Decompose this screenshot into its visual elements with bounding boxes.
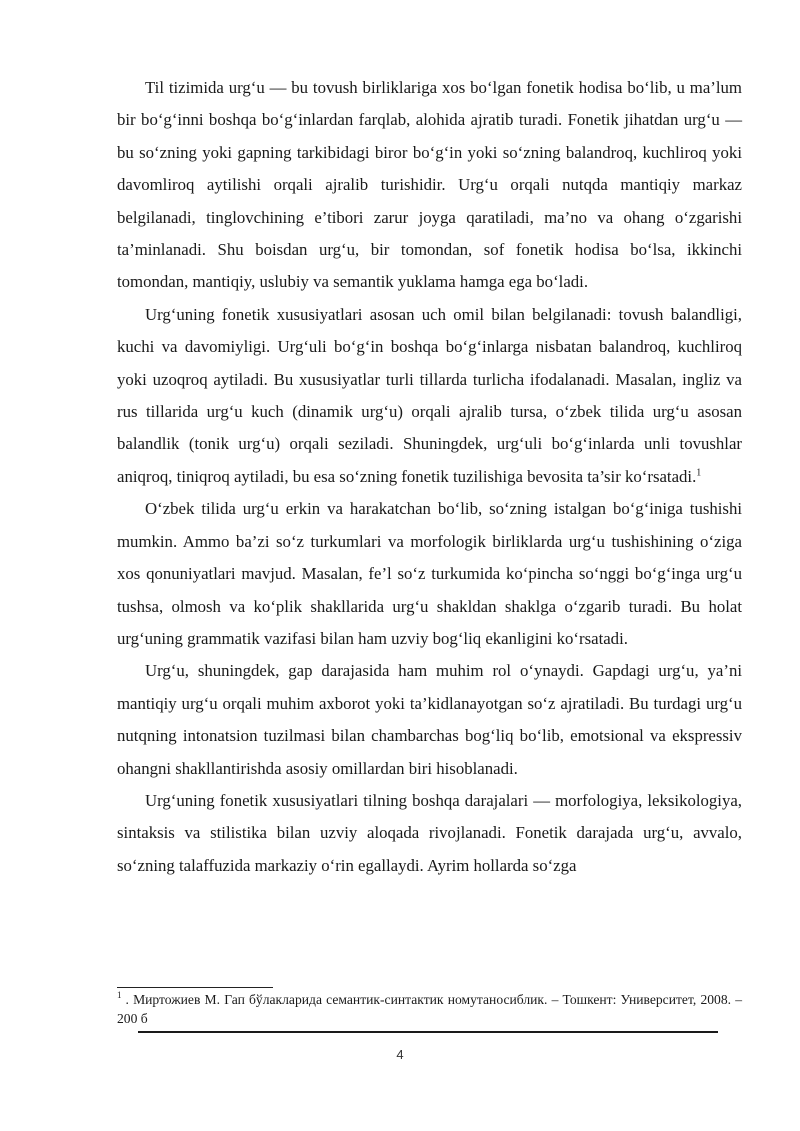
page-number: 4 bbox=[396, 1047, 404, 1062]
paragraph-2 bbox=[117, 299, 742, 493]
page-bottom-rule bbox=[138, 1031, 718, 1033]
footnote-reference[interactable]: 1 bbox=[696, 467, 702, 479]
footnote-text: . Миртожиев М. Гап бўлакларида семантик-синтактик номутаносиблик. – Тошкент: Университет, 2008. –200 б bbox=[117, 992, 742, 1026]
footnote bbox=[117, 990, 742, 1028]
paragraph-2-text: Urg‘uning fonetik xususiyatlari asosan uch omil bilan belgilanadi: tovush balandligi, kuchi va davomiyligi. Urg‘uli bo‘g‘in boshqa bo‘g‘inlarga nisbatan balandroq, kuchliroq yoki uzoqroq aytiladi. Bu xususiyatlar turli tillarda turlicha ifodalanadi. Masalan, ingliz va rus tillarida urg‘u kuch (dinamik urg‘u) orqali ajralib tursa, o‘zbek tilida urg‘u asosan balandlik (tonik urg‘u) orqali seziladi. Shuningdek, urg‘uli bo‘g‘inlarda unli tovushlar aniqroq, tiniqroq aytiladi, bu esa so‘zning fonetik tuzilishiga bevosita ta’sir ko‘rsatadi. bbox=[117, 304, 742, 486]
footnote-mark: 1 bbox=[117, 990, 122, 1001]
paragraph-5: Urg‘uning fonetik xususiyatlari tilning boshqa darajalari — morfologiya, leksikologiya, sintaksis va stilistika bilan uzviy aloqada rivojlanadi. Fonetik darajada urg‘u, avvalo, so‘zning talaffuzida markaziy o‘rin egallaydi. Ayrim hollarda so‘zga bbox=[117, 790, 742, 875]
paragraph-4: Urg‘u, shuningdek, gap darajasida ham muhim rol o‘ynaydi. Gapdagi urg‘u, ya’ni mantiqiy urg‘u orqali muhim axborot yoki ta’kidlanayotgan so‘z ajratiladi. Bu turdagi urg‘u nutqning intonatsion tuzilmasi bilan chambarchas bog‘liq bo‘lib, emotsional va ekspressiv ohangni shakllantirishda asosiy omillardan biri hisoblanadi. bbox=[117, 661, 742, 778]
paragraph-1: Til tizimida urg‘u — bu tovush birliklariga xos bo‘lgan fonetik hodisa bo‘lib, u ma’lum bir bo‘g‘inni boshqa bo‘g‘inlardan farqlab, alohida ajratib turadi. Fonetik jihatdan urg‘u — bu so‘zning yoki gapning tarkibidagi biror bo‘g‘in yoki so‘zning balandroq, kuchliroq yoki davomliroq aytilishi orqali ajralib turishidir. Urg‘u orqali nutqda mantiqiy markaz belgilanadi, tinglovchining e’tibori zarur joyga qaratiladi, ma’no va ohang o‘zgarishi ta’minlanadi. Shu boisdan urg‘u, bir tomondan, sof fonetik hodisa bo‘lsa, ikkinchi tomondan, mantiqiy, uslubiy va semantik yuklama hamga ega bo‘ladi. bbox=[117, 78, 742, 292]
paragraph-3: O‘zbek tilida urg‘u erkin va harakatchan bo‘lib, so‘zning istalgan bo‘g‘iniga tushishi mumkin. Ammo ba’zi so‘z turkumlari va morfologik birliklarda urg‘u tushishining o‘ziga xos qonuniyatlari mavjud. Masalan, fe’l so‘z turkumida ko‘pincha so‘nggi bo‘g‘inga urg‘u tushsa, olmosh va ko‘plik shakllarida urg‘u shakldan shaklga o‘zgarib turadi. Bu holat urg‘uning grammatik vazifasi bilan ham uzviy bog‘liq ekanligini ko‘rsatadi. bbox=[117, 499, 742, 648]
footnote-separator bbox=[117, 987, 273, 988]
document-body bbox=[117, 72, 742, 882]
